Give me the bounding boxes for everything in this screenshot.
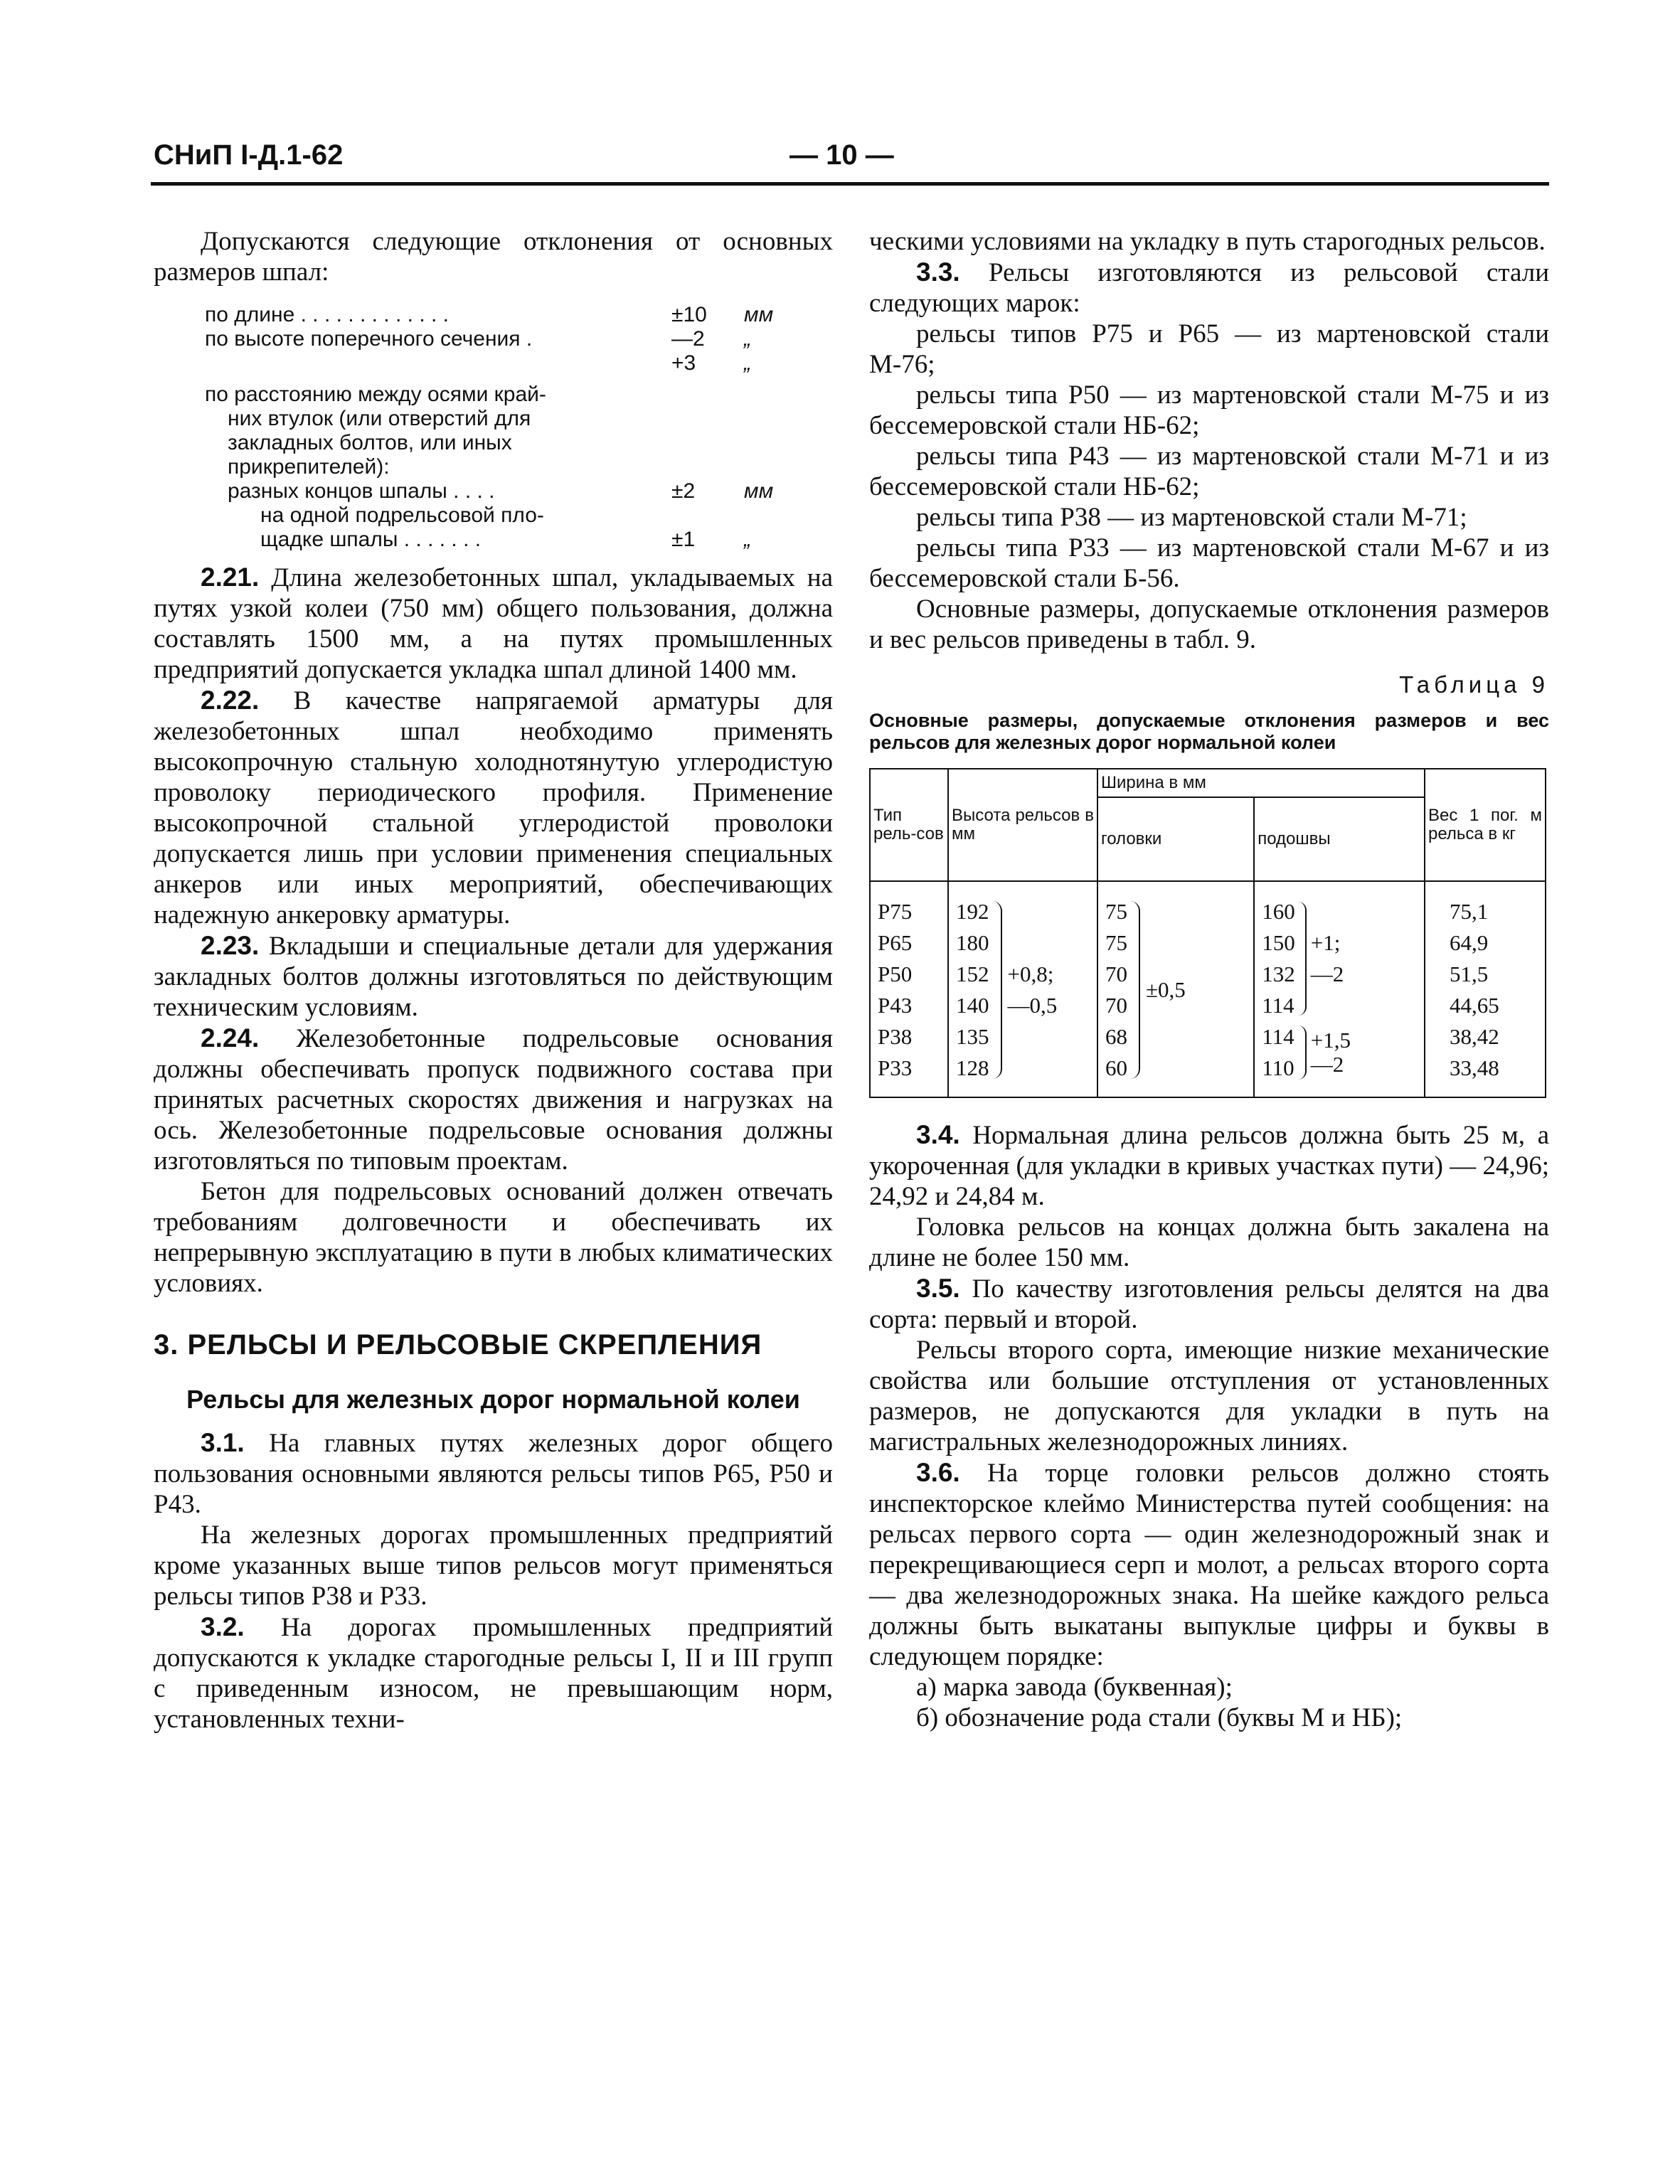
table-cell: 160 [1262,899,1295,924]
brace [1130,901,1140,1079]
tol-ends-value: ±2 [671,479,696,503]
tol-dist-line: закладных болтов, или иных [228,431,512,454]
clause-text: Железобетонные подрельсовые основания должны обеспечивать пропуск подвижного состава при принятых расчетных скоростях движения и нагрузках на ось. Железобетонные подрельсовые основания должны изготовляться по типовым проектам. [154,1024,834,1176]
doc-code: СНиП I-Д.1-62 [154,139,344,171]
left-column [154,226,833,1735]
table-cell: 75 [1105,899,1127,924]
head-tolerance: ±0,5 [1146,977,1186,1002]
steel-grade-item: рельсы типа Р38 — из мартеновской стали М-71; [916,503,1467,532]
th-height: Высота рельсов в мм [948,769,1097,881]
table-cell: Р65 [878,930,913,955]
table-cell: 152 [956,962,989,986]
tol-height-value-1: —2 [671,327,705,351]
th-type: Тип рель-сов [870,769,948,881]
paragraph-2-21 [154,562,833,685]
intro-paragraph: Допускаются следующие отклонения от основных размеров шпал: [154,227,833,287]
tol-length-value: ±10 [671,303,707,326]
table-cell: Р75 [878,899,913,924]
table-caption: Основные размеры, допускаемые отклонения размеров и вес рельсов для железных дорог нормальной колеи [869,710,1549,753]
clause-text: На торце головки рельсов должно стоять инспекторское клеймо Министерства путей сообщения: на рельсах первого сорта — один железнодорожный знак и перекрещивающиеся серп и молот, а рельсах второго сорта — два железнодорожных знака. На шейке каждого рельса должны быть выкатаны выпуклые цифры и буквы в следующем порядке: [869,1459,1549,1671]
brace [992,901,1002,1079]
clause-number: 2.24. [201,1023,260,1053]
clause-text: На главных путях железных дорог общего пользования основными являются рельсы типов Р65, Р50 и Р43. [154,1429,833,1519]
th-width: Ширина в мм [1097,769,1425,797]
table-cell: 70 [1105,993,1127,1018]
clause-number: 3.6. [916,1458,960,1487]
tol-height-value-2: +3 [671,351,696,375]
table-cell: 114 [1262,993,1294,1018]
base-tolerance: —2 [1310,962,1344,986]
table-cell: 51,5 [1450,962,1489,986]
height-tolerance: —0,5 [1007,993,1058,1018]
right-column [869,226,1549,1733]
table-cell: 68 [1105,1024,1127,1049]
clause-number: 3.4. [916,1120,960,1149]
clause-number: 3.1. [201,1428,245,1457]
continued-text: ческими условиями на укладку в путь старогодных рельсов. [869,227,1546,256]
header-rule [151,182,1549,186]
brace [1298,902,1307,1016]
rails-table [869,768,1546,1098]
paragraph-2-23 [154,930,833,1023]
table-label: Таблица 9 [1399,671,1549,698]
paragraph-3-1b: На железных дорогах промышленных предприятий кроме указанных выше типов рельсов могут применяться рельсы типов Р38 и Р33. [154,1520,833,1611]
table-cell: 110 [1262,1055,1294,1080]
clause-number: 2.23. [201,931,260,960]
paragraph-3-4b: Головка рельсов на концах должна быть закалена на длине не более 150 мм. [869,1213,1549,1272]
steel-grade-item: рельсы типа Р33 — из мартеновской стали М-67 и из бессемеровской стали Б-56. [869,533,1549,593]
table-cell: 44,65 [1450,993,1499,1018]
tol-length-unit: мм [744,303,774,326]
paragraph-2-24 [154,1023,833,1176]
clause-number: 3.2. [201,1612,245,1641]
paragraph-3-1 [154,1427,833,1520]
base-tolerance: +1,5 [1310,1028,1351,1053]
brace [1298,1026,1307,1080]
clause-text: Длина железобетонных шпал, укладываемых на путях узкой колеи (750 мм) общего пользования, должна составлять 1500 мм, а на путях промышленных предприятий допускается укладка шпал длиной 1400 мм. [154,563,834,684]
table-cell: Р50 [878,962,913,986]
table-cell: Р33 [878,1055,913,1080]
col-weights [1425,881,1546,1097]
paragraph-3-5 [869,1273,1549,1335]
table-cell: 33,48 [1450,1055,1499,1080]
th-head: головки [1097,797,1254,881]
col-bases [1254,881,1425,1097]
table-cell: Р43 [878,993,913,1018]
clause-text: Рельсы изготовляются из рельсовой стали следующих марок: [869,258,1550,318]
tol-height-label: по высоте поперечного сечения . [205,327,533,351]
table-cell: 60 [1105,1055,1127,1080]
paragraph-3-4 [869,1119,1549,1212]
col-heights [948,881,1097,1097]
clause-text: Нормальная длина рельсов должна быть 25 м, а укороченная (для укладки в кривых участках пути) — 24,96; 24,92 и 24,84 м. [869,1121,1549,1211]
clause-text: В качестве напрягаемой арматуры для железобетонных шпал необходимо применять высокопрочную стальную холоднотянутую углеродистую проволоку периодического профиля. Применение высокопрочной стальной углеродистой проволоки допускается лишь при условии применения специальных анкеров или иных мероприятий, обеспечивающих надежную анкеровку арматуры. [154,686,834,929]
section-heading: 3. РЕЛЬСЫ И РЕЛЬСОВЫЕ СКРЕПЛЕНИЯ [154,1329,762,1360]
clause-number: 3.5. [916,1274,960,1303]
list-item-b: б) обозначение рода стали (буквы М и НБ); [916,1703,1403,1732]
tol-pad-line: на одной подрельсовой пло- [260,504,544,527]
table-cell: 75,1 [1450,899,1489,924]
tol-pad-line: щадке шпалы . . . . . . . [260,528,482,551]
paragraph-3-2 [154,1612,833,1735]
tol-ditto: „ [744,351,751,375]
base-tolerance: —2 [1310,1052,1344,1077]
table-cell: 128 [956,1055,989,1080]
tol-ditto: „ [744,327,751,351]
tol-pad-value: ±1 [671,528,696,551]
paragraph-3-6 [869,1457,1549,1672]
paragraph-beton: Бетон для подрельсовых оснований должен отвечать требованиям долговечности и обеспечивать их непрерывную эксплуатацию в пути в любых климатических условиях. [154,1177,833,1298]
th-base: подошвы [1254,797,1425,881]
tol-dist-line: них втулок (или отверстий для [228,407,531,430]
col-heads [1097,881,1254,1097]
clause-number: 3.3. [916,257,960,287]
steel-grade-item: рельсы типов Р75 и Р65 — из мартеновской стали М-76; [869,319,1549,379]
table-cell: Р38 [878,1024,913,1049]
tol-length-label: по длине . . . . . . . . . . . . . [205,303,449,326]
th-weight: Вес 1 пог. м рельса в кг [1425,769,1546,881]
clause-number: 2.21. [201,563,260,592]
table-cell: 135 [956,1024,989,1049]
base-tolerance: +1; [1310,930,1341,955]
table-cell: 75 [1105,930,1127,955]
height-tolerance: +0,8; [1007,962,1054,986]
clause-number: 2.22. [201,686,260,715]
page-number: — 10 — [790,139,894,171]
col-types [870,881,948,1097]
table-cell: 132 [1262,962,1295,986]
table-cell: 64,9 [1450,930,1489,955]
tol-ends-unit: мм [744,479,774,503]
paragraph-3-3 [869,257,1549,319]
table-cell: 114 [1262,1024,1294,1049]
paragraph-main-dims: Основные размеры, допускаемые отклонения размеров и вес рельсов приведены в табл. 9. [869,595,1549,654]
paragraph-2-22 [154,685,833,930]
clause-text: Вкладыши и специальные детали для удержания закладных болтов должны изготовляться по действующим техническим условиям. [154,932,834,1022]
tol-dist-line: прикрепителей): [228,455,390,479]
table-cell: 192 [956,899,989,924]
table-cell: 140 [956,993,989,1018]
steel-grade-item: рельсы типа Р43 — из мартеновской стали М-71 и из бессемеровской стали НБ-62; [869,442,1549,501]
list-item-a: а) марка завода (буквенная); [916,1673,1233,1702]
table-cell: 70 [1105,962,1127,986]
tolerance-list [205,303,833,552]
steel-grade-item: рельсы типа Р50 — из мартеновской стали М-75 и из бессемеровской стали НБ-62; [869,380,1549,440]
table-cell: 38,42 [1450,1024,1499,1049]
clause-text: По качеству изготовления рельсы делятся на два сорта: первый и второй. [869,1274,1550,1334]
tol-dist-line: по расстоянию между осями край- [205,383,546,406]
tol-ends-label: разных концов шпалы . . . . [228,479,495,503]
clause-text: На дорогах промышленных предприятий допускаются к укладке старогодные рельсы I, II и III групп с приведенным износом, не превышающим норм, установленных техни- [154,1613,833,1734]
table-cell: 150 [1262,930,1295,955]
paragraph-3-5b: Рельсы второго сорта, имеющие низкие механические свойства или большие отступления от установленных размеров, не допускаются для укладки в путь на магистральных железнодорожных линиях. [869,1336,1549,1456]
table-cell: 180 [956,930,989,955]
tol-ditto: „ [744,528,751,551]
subsection-heading: Рельсы для железных дорог нормальной колеи [186,1385,800,1414]
